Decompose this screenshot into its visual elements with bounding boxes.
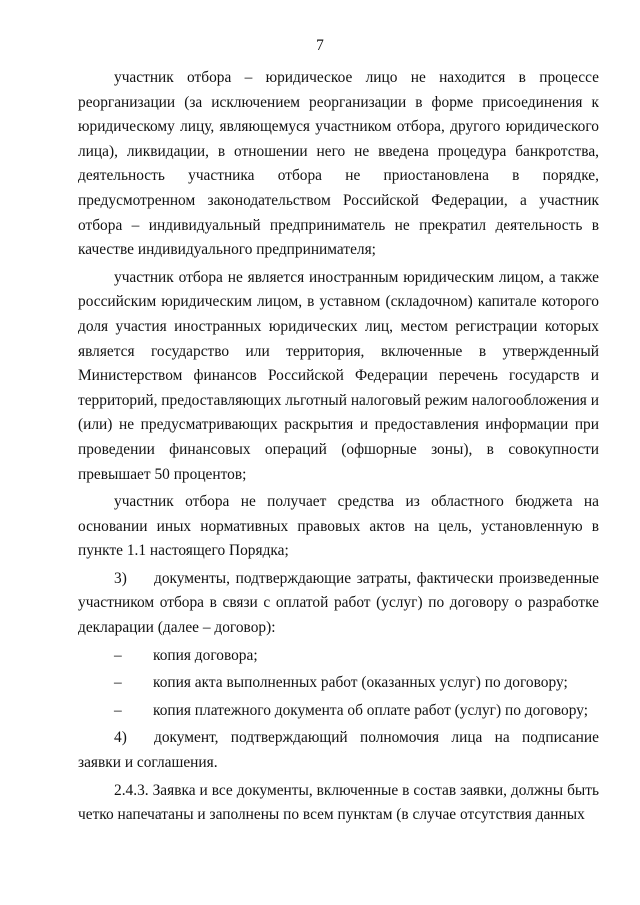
list-item-3 xyxy=(78,567,599,641)
dash-item-text: копия платежного документа об оплате работ (услуг) по договору; xyxy=(153,701,589,719)
list-item-text: документы, подтверждающие затраты, фактически произведенные участником отбора в связи с оплатой работ (услуг) по договору о разработке декларации (далее – договор): xyxy=(78,569,599,637)
dash-item-text: копия акта выполненных работ (оказанных услуг) по договору; xyxy=(153,674,568,692)
dash-bullet: – xyxy=(114,701,122,719)
page-number: 7 xyxy=(316,37,324,54)
list-item-4 xyxy=(78,726,599,775)
list-item-number: 3) xyxy=(114,569,127,587)
paragraph-2-4-3: 2.4.3. Заявка и все документы, включенные в состав заявки, должны быть четко напечатаны и заполнены по всем пунктам (в случае отсутствия данных xyxy=(78,781,599,824)
dash-item-contract-copy xyxy=(78,644,599,669)
paragraph-legal-entity-status: участник отбора – юридическое лицо не находится в процессе реорганизации (за исключением реорганизации в форме присоединения к юридическому лицу, являющемуся участником отбора, другого юридического лица), ликвидации, в отношении него не введена процедура банкротства, деятельность участника отбора не приостановлена в порядке, предусмотренном законодательством Российской Федерации, а участник отбора – индивидуальный предприниматель не прекратил деятельность в качестве индивидуального предпринимателя; xyxy=(78,69,599,259)
list-item-number: 4) xyxy=(114,729,127,747)
dash-bullet: – xyxy=(114,646,122,664)
document-body xyxy=(78,66,599,828)
paragraph-regional-budget: участник отбора не получает средства из областного бюджета на основании иных нормативных правовых актов на цель, установленную в пункте 1.1 настоящего Порядка; xyxy=(78,493,599,560)
list-item-text: документ, подтверждающий полномочия лица на подписание заявки и соглашения. xyxy=(78,729,599,772)
dash-item-act-copy xyxy=(78,671,599,696)
paragraph-foreign-entity: участник отбора не является иностранным юридическим лицом, а также российским юридическим лицом, в уставном (складочном) капитале которого доля участия иностранных юридических лиц, местом регистрации которых является государство или территория, включенные в утвержденный Министерством финансов Российской Федерации перечень государств и территорий, предоставляющих льготный налоговый режим налогообложения и (или) не предусматривающих раскрытия и предоставления информации при проведении финансовых операций (офшорные зоны), в совокупности превышает 50 процентов; xyxy=(78,268,599,483)
dash-item-payment-copy xyxy=(78,699,599,724)
dash-bullet: – xyxy=(114,674,122,692)
dash-item-text: копия договора; xyxy=(153,646,258,664)
